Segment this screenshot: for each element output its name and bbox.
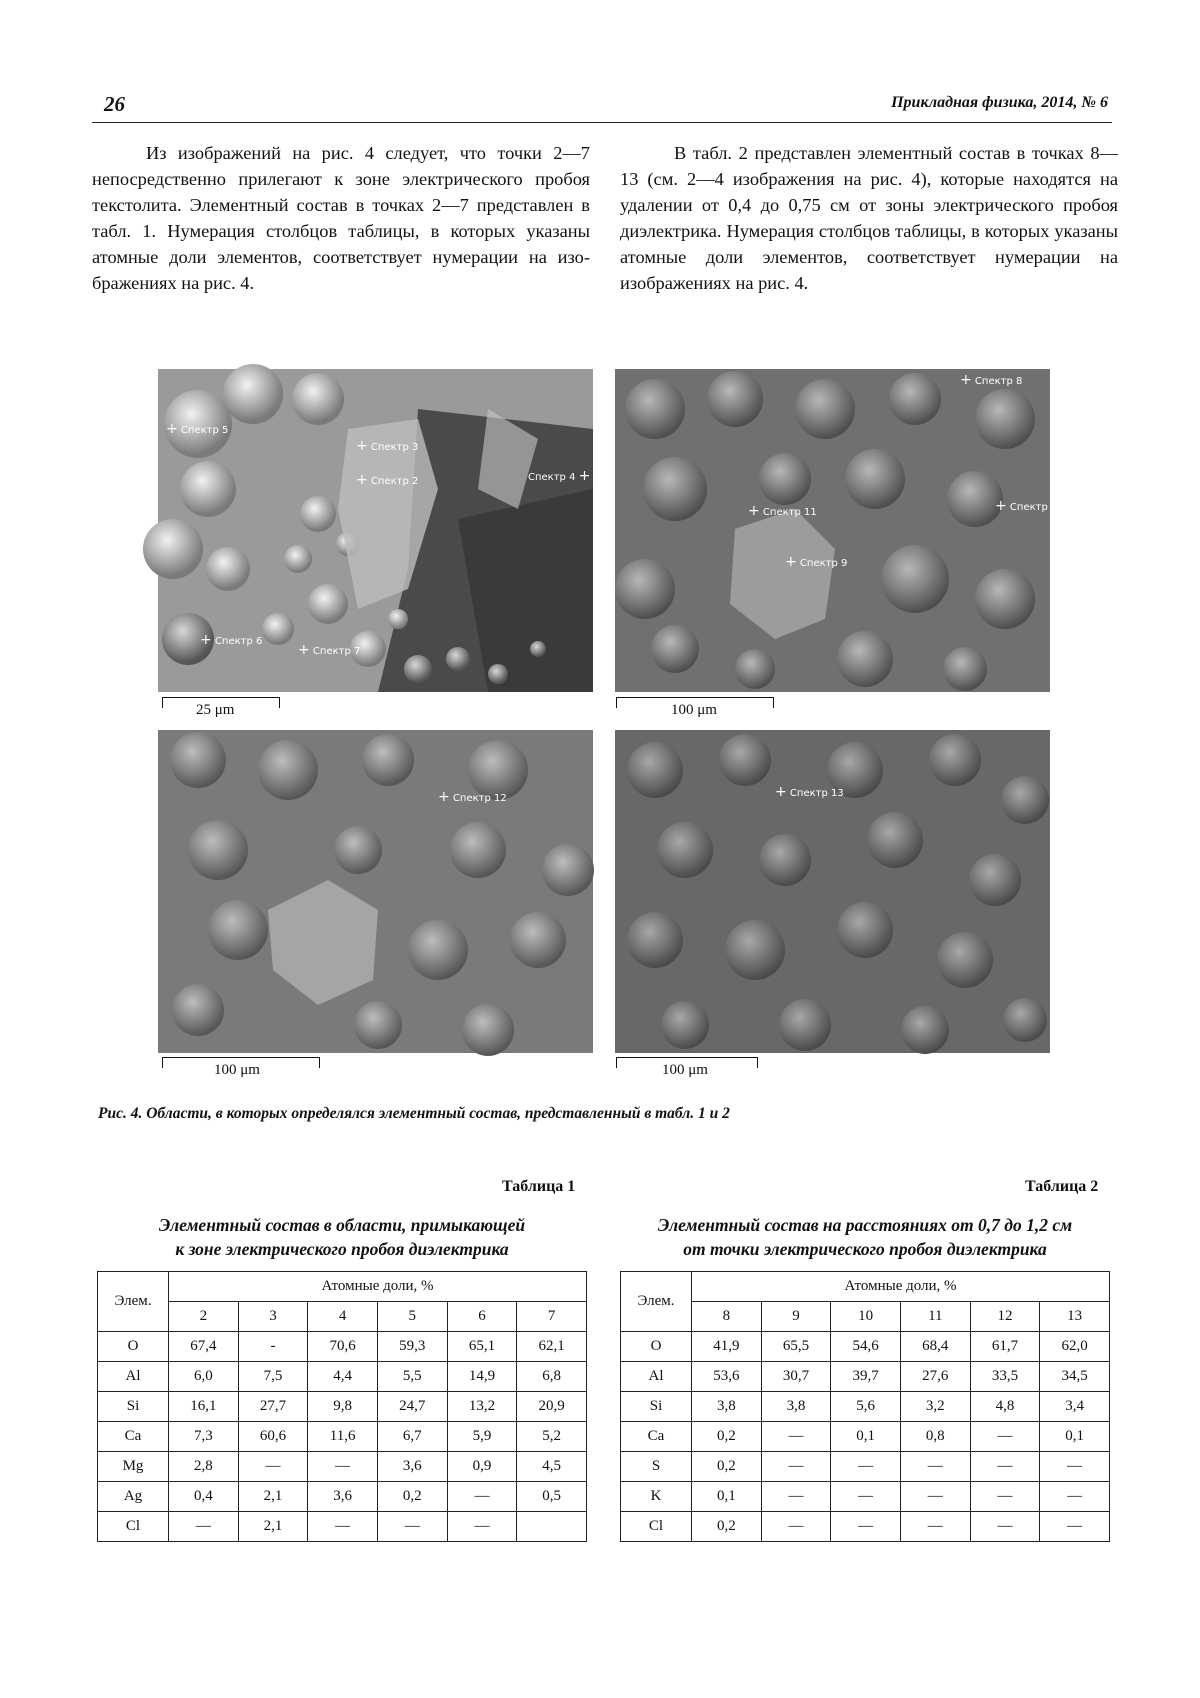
table1-element-cell: O [98,1332,169,1362]
table2-header-row [621,1272,1110,1302]
spectrum-marker-7: + Спектр 7 [298,642,361,658]
table1-row [98,1512,587,1542]
table2-value-cell: 3,4 [1040,1392,1110,1422]
table1-value-cell: 65,1 [447,1332,517,1362]
table2-value-cell: — [761,1422,831,1452]
table2-column-header: 13 [1040,1302,1110,1332]
table2-row [621,1452,1110,1482]
table1-element-cell: Ag [98,1482,169,1512]
table1-column-row [98,1302,587,1332]
table2-value-cell: — [831,1452,901,1482]
table2-value-cell: 0,1 [831,1422,901,1452]
table1-value-cell: 7,5 [238,1362,308,1392]
table1-value-cell: 0,2 [377,1482,447,1512]
table2-column-header: 9 [761,1302,831,1332]
table1-group-header: Атомные доли, % [169,1272,587,1302]
table2-value-cell: — [831,1512,901,1542]
sem-image-1 [158,369,593,692]
table1-header-row [98,1272,587,1302]
table1-value-cell: 2,1 [238,1482,308,1512]
spectrum-marker-6: + Спектр 6 [200,632,263,648]
table2-element-cell: Ca [621,1422,692,1452]
table2-value-cell: 41,9 [692,1332,762,1362]
table1-value-cell [517,1512,587,1542]
sem-image-2 [615,369,1064,692]
scale-label-1: 25 μm [196,702,235,718]
sem-image-2-texture [615,369,1050,692]
figure-caption: Рис. 4. Области, в которых определялся элементный состав, представленный в табл. 1 и 2 [98,1105,730,1122]
table2-column-row [621,1302,1110,1332]
table2-column-header: 11 [900,1302,970,1332]
table1-column-header: 6 [447,1302,517,1332]
table2-value-cell: 0,8 [900,1422,970,1452]
sem-image-4 [615,730,1050,1053]
table2-element-cell: Si [621,1392,692,1422]
table2-value-cell: 62,0 [1040,1332,1110,1362]
table1-value-cell: 6,8 [517,1362,587,1392]
spectrum-marker-13: + Спектр 13 [775,784,844,800]
table2-group-header: Атомные доли, % [692,1272,1110,1302]
table1-value-cell: — [169,1512,239,1542]
table2-value-cell: 0,1 [692,1482,762,1512]
table2-element-cell: S [621,1452,692,1482]
body-text-left [92,140,590,296]
running-header [92,92,1112,123]
table1-row [98,1332,587,1362]
table1-number: Таблица 1 [502,1178,576,1195]
table2-row [621,1362,1110,1392]
table2-value-cell: 61,7 [970,1332,1040,1362]
spectrum-marker-5: + Спектр 5 [166,421,229,437]
table1-value-cell: 67,4 [169,1332,239,1362]
table2-row [621,1482,1110,1512]
table1-value-cell: — [447,1482,517,1512]
table2-value-cell: 4,8 [970,1392,1040,1422]
table1-value-cell: - [238,1332,308,1362]
table2-element-cell: Cl [621,1512,692,1542]
table2-value-cell: — [761,1452,831,1482]
table2-number: Таблица 2 [1025,1178,1099,1195]
table2-value-cell: — [1040,1482,1110,1512]
table2-value-cell: 65,5 [761,1332,831,1362]
table1-element-cell: Si [98,1392,169,1422]
table1-row [98,1362,587,1392]
table2-value-cell: 5,6 [831,1392,901,1422]
table2-value-cell: 0,2 [692,1422,762,1452]
paragraph-left: Из изображений на рис. 4 следует, что точки 2—7 непосредственно прилегают к зоне электрического пробоя текстолита. Элементный состав в точках 2—7 представлен в табл. 1. Нумерация столбцов таблицы, в которых указаны атомные доли элементов, соответствует нумерации на изображениях на рис. 4. [92,143,590,293]
table1-row [98,1392,587,1422]
table1-value-cell: 0,9 [447,1452,517,1482]
table1 [97,1271,587,1542]
table1-row [98,1482,587,1512]
paragraph-right: В табл. 2 представлен элементный состав в точках 8—13 (см. 2—4 изображения на рис. 4), которые находятся на удалении от 0,4 до 0,75 см от зоны электрического пробоя диэлектрика. Нумерация столбцов таблицы, в которых указаны атомные доли элементов, соответствует нумерации на изображениях на рис. 4. [620,143,1118,293]
table1-value-cell: 5,5 [377,1362,447,1392]
table1-value-cell: 5,2 [517,1422,587,1452]
table1-value-cell: 4,4 [308,1362,378,1392]
table1-value-cell: 9,8 [308,1392,378,1422]
table1-value-cell: 2,8 [169,1452,239,1482]
page-number: 26 [104,92,125,116]
scale-label-2: 100 μm [671,702,717,718]
table2-value-cell: 0,2 [692,1512,762,1542]
scale-label-4: 100 μm [662,1062,708,1078]
table2-value-cell: — [970,1422,1040,1452]
table2-value-cell: 34,5 [1040,1362,1110,1392]
table1-value-cell: 27,7 [238,1392,308,1422]
spectrum-marker-12: + Спектр 12 [438,789,507,805]
table1-value-cell: 0,4 [169,1482,239,1512]
table1-value-cell: 5,9 [447,1422,517,1452]
table1-element-cell: Al [98,1362,169,1392]
table1-element-cell: Mg [98,1452,169,1482]
table2-row [621,1332,1110,1362]
table1-column-header: 7 [517,1302,587,1332]
spectrum-marker-9: + Спектр 9 [785,554,848,570]
table1-value-cell: 4,5 [517,1452,587,1482]
table1-value-cell: 70,6 [308,1332,378,1362]
table2-value-cell: — [900,1482,970,1512]
table2-value-cell: — [1040,1512,1110,1542]
table1-row [98,1452,587,1482]
table2-title [620,1213,1110,1261]
table1-value-cell: 3,6 [377,1452,447,1482]
table2-row [621,1392,1110,1422]
table1-value-cell: 0,5 [517,1482,587,1512]
table2-value-cell: 39,7 [831,1362,901,1392]
scale-label-3: 100 μm [214,1062,260,1078]
table2-element-cell: Al [621,1362,692,1392]
table1-value-cell: 60,6 [238,1422,308,1452]
table1-value-cell: — [308,1452,378,1482]
table1-column-header: 2 [169,1302,239,1332]
spectrum-marker-4: Спектр 4 + [528,468,591,484]
table1-value-cell: 62,1 [517,1332,587,1362]
table2-value-cell: 3,8 [761,1392,831,1422]
table2-value-cell: 54,6 [831,1332,901,1362]
journal-title: Прикладная физика, 2014, № 6 [891,94,1108,111]
table1-value-cell: 13,2 [447,1392,517,1422]
table1-element-cell: Ca [98,1422,169,1452]
table2-title-line2: от точки электрического пробоя диэлектрика [683,1239,1047,1259]
sem-image-4-texture [615,730,1050,1053]
table2-value-cell: — [900,1452,970,1482]
table1-value-cell: — [447,1512,517,1542]
table2-row [621,1422,1110,1452]
table2-value-cell: — [1040,1452,1110,1482]
table1-value-cell: — [377,1512,447,1542]
spectrum-marker-8: + Спектр 8 [960,372,1023,388]
table1-value-cell: 59,3 [377,1332,447,1362]
table1-title [97,1213,587,1261]
table1-column-header: 5 [377,1302,447,1332]
spectrum-marker-3: + Спектр 3 [356,438,419,454]
table2-column-header: 12 [970,1302,1040,1332]
table2-element-cell: O [621,1332,692,1362]
table1-value-cell: — [238,1452,308,1482]
table1-element-cell: Cl [98,1512,169,1542]
table1-title-line2: к зоне электрического пробоя диэлектрика [175,1239,509,1259]
table1-column-header: 4 [308,1302,378,1332]
sem-image-3-texture [158,730,593,1053]
table2-value-cell: — [970,1512,1040,1542]
table2-value-cell: — [761,1512,831,1542]
table2-value-cell: 33,5 [970,1362,1040,1392]
sem-image-3 [158,730,593,1053]
table1-value-cell: 2,1 [238,1512,308,1542]
table2-value-cell: — [970,1452,1040,1482]
table1-value-cell: 24,7 [377,1392,447,1422]
spectrum-marker-11: + Спектр 11 [748,503,817,519]
spectrum-marker-10: + Спектр 10 [995,498,1064,514]
table2-element-cell: K [621,1482,692,1512]
table1-row [98,1422,587,1452]
table2-elem-header: Элем. [621,1272,692,1332]
table2-title-line1: Элементный состав на расстояниях от 0,7 до 1,2 см [657,1215,1073,1235]
table1-value-cell: 3,6 [308,1482,378,1512]
table2 [620,1271,1110,1542]
table2-row [621,1512,1110,1542]
table1-value-cell: 20,9 [517,1392,587,1422]
spectrum-marker-2: + Спектр 2 [356,472,419,488]
table2-value-cell: 3,2 [900,1392,970,1422]
table1-elem-header: Элем. [98,1272,169,1332]
table1-value-cell: 14,9 [447,1362,517,1392]
table2-value-cell: 3,8 [692,1392,762,1422]
table2-value-cell: — [900,1512,970,1542]
table1-value-cell: 16,1 [169,1392,239,1422]
table1-title-line1: Элементный состав в области, примыкающей [158,1215,526,1235]
body-text-right [620,140,1118,296]
table2-value-cell: 68,4 [900,1332,970,1362]
table2-value-cell: 27,6 [900,1362,970,1392]
table1-value-cell: — [308,1512,378,1542]
table2-value-cell: 0,1 [1040,1422,1110,1452]
table1-column-header: 3 [238,1302,308,1332]
table1-value-cell: 7,3 [169,1422,239,1452]
table2-value-cell: — [970,1482,1040,1512]
table2-value-cell: — [761,1482,831,1512]
table1-value-cell: 11,6 [308,1422,378,1452]
table1-value-cell: 6,7 [377,1422,447,1452]
table2-value-cell: — [831,1482,901,1512]
table2-value-cell: 0,2 [692,1452,762,1482]
table2-column-header: 8 [692,1302,762,1332]
table2-column-header: 10 [831,1302,901,1332]
table1-value-cell: 6,0 [169,1362,239,1392]
table2-value-cell: 30,7 [761,1362,831,1392]
table2-value-cell: 53,6 [692,1362,762,1392]
